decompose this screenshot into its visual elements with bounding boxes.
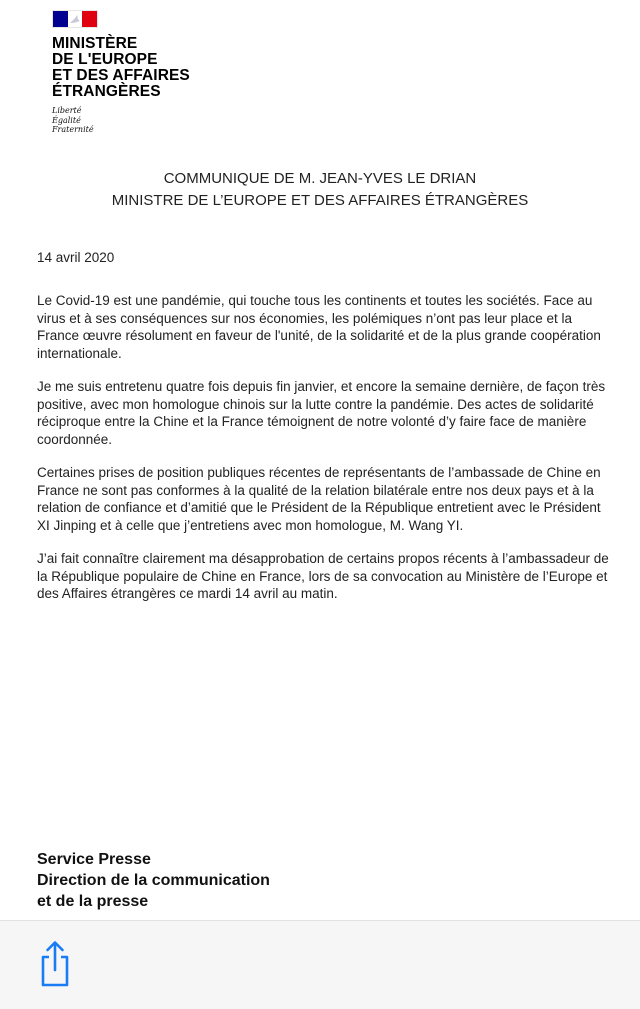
ministry-logo [52,10,222,135]
paragraph: J’ai fait connaître clairement ma désapprobation de certains propos récents à l’ambassadeur de la République populaire de Chine en France, lors de sa convocation au Ministère de l’Europe et des Affaires étrangères ce mardi 14 avril au matin. [37,551,609,601]
republic-motto: Liberté Égalité Fraternité [52,106,94,134]
communique-body [37,292,609,619]
paragraph: Certaines prises de position publiques récentes de représentants de l’ambassade de Chine en France ne sont pas conformes à la qualité de la relation bilatérale entre nos deux pays et à la relation de confiance et d’amitié que le Président de la République entretient avec le Président XI Jinping et à celle que j’entretiens avec mon homologue, M. Wang YI. [37,465,601,533]
minister-title: MINISTRE DE L’EUROPE ET DES AFFAIRES ÉTRANGÈRES [111,192,529,209]
share-icon [35,939,75,989]
press-service-signoff: Service Presse Direction de la communication et de la presse [37,851,270,910]
share-button[interactable] [30,937,80,991]
bottom-toolbar [0,920,640,1009]
communique-title: COMMUNIQUE DE M. JEAN-YVES LE DRIAN [163,170,477,187]
french-flag-icon [52,10,98,28]
document-date: 14 avril 2020 [37,250,115,265]
paragraph: Je me suis entretenu quatre fois depuis fin janvier, et encore la semaine dernière, de façon très positive, avec mon homologue chinois sur la lutte contre la pandémie. Des actes de solidarité réciproque entre la Chine et la France témoignent de notre volonté d’y faire face de manière coordonnée. [37,379,606,447]
ministry-name: MINISTÈRE DE L'EUROPE ET DES AFFAIRES ÉTRANGÈRES [52,35,190,100]
paragraph: Le Covid-19 est une pandémie, qui touche tous les continents et toutes les sociétés. Face au virus et à ses conséquences sur nos économies, les polémiques n’ont pas leur place et la France œuvre résolument en faveur de l'unité, de la solidarité et de la plus grande coopération internationale. [37,293,601,361]
